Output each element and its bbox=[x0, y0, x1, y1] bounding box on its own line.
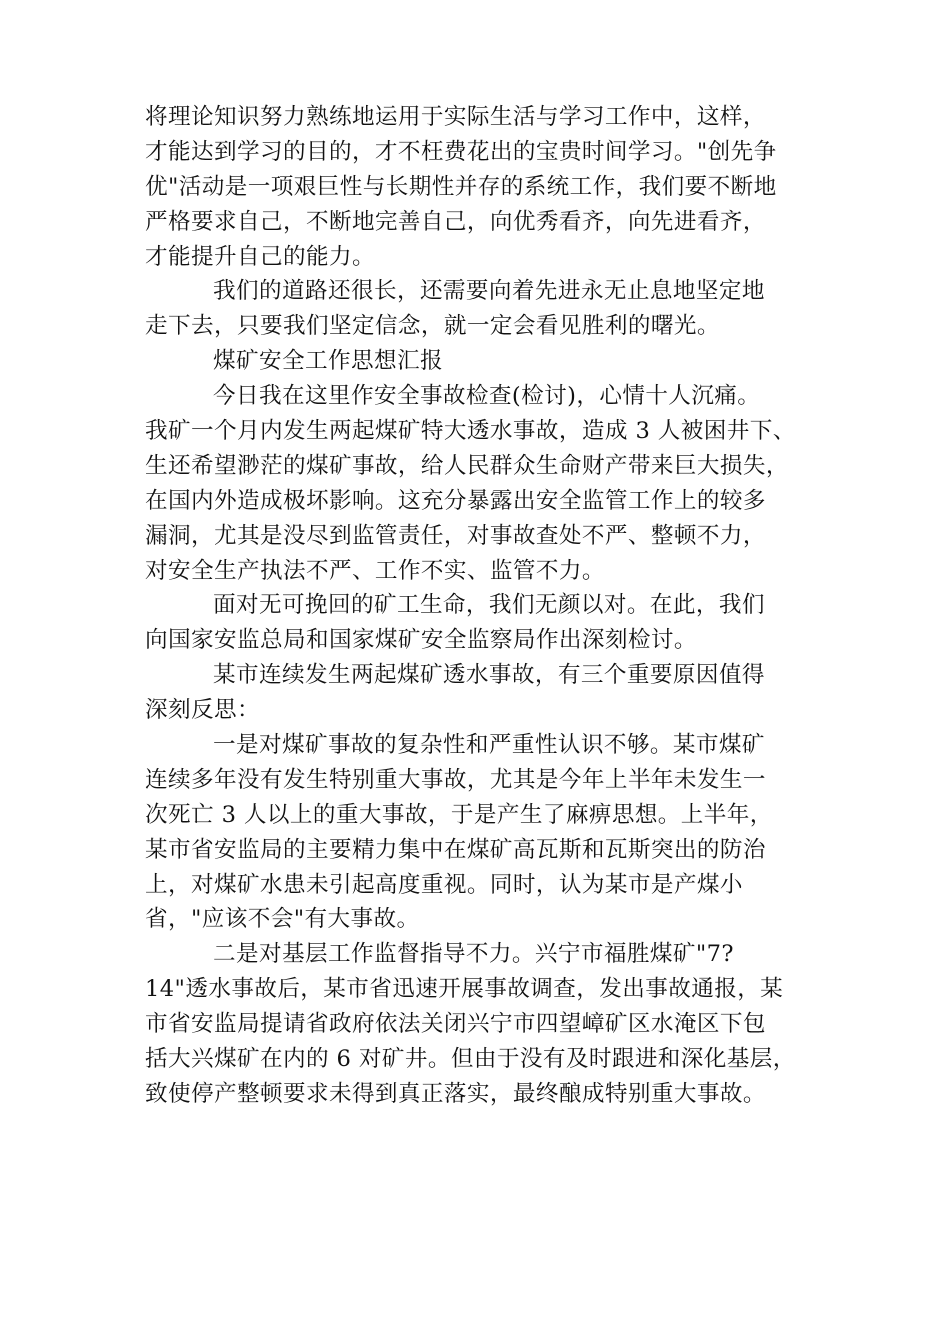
paragraph bbox=[145, 100, 810, 274]
text-line: 向国家安监总局和国家煤矿安全监察局作出深刻检讨。 bbox=[145, 627, 697, 654]
paragraph bbox=[145, 379, 810, 588]
text-line: 省，"应该不会"有大事故。 bbox=[145, 906, 420, 933]
text-line: 我矿一个月内发生两起煤矿特大透水事故，造成 3 人被困井下、 bbox=[145, 418, 796, 445]
text-line: 上，对煤矿水患未引起高度重视。同时，认为某市是产煤小 bbox=[145, 871, 743, 898]
document-page bbox=[145, 100, 810, 1112]
paragraph bbox=[145, 728, 810, 937]
text-line: 深刻反思： bbox=[145, 697, 260, 724]
text-line: 才能提升自己的能力。 bbox=[145, 243, 375, 270]
text-line: 某市省安监局的主要精力集中在煤矿高瓦斯和瓦斯突出的防治 bbox=[145, 836, 766, 863]
text-line: 在国内外造成极坏影响。这充分暴露出安全监管工作上的较多 bbox=[145, 487, 766, 514]
paragraph bbox=[145, 274, 810, 344]
text-line: 走下去，只要我们坚定信念，就一定会看见胜利的曙光。 bbox=[145, 313, 720, 340]
text-line: 优"活动是一项艰巨性与长期性并存的系统工作，我们要不断地 bbox=[145, 173, 777, 200]
text-line: 一是对煤矿事故的复杂性和严重性认识不够。某市煤矿 bbox=[213, 732, 765, 759]
text-line: 14"透水事故后，某市省迅速开展事故调查，发出事故通报，某 bbox=[145, 976, 784, 1003]
text-line: 将理论知识努力熟练地运用于实际生活与学习工作中，这样， bbox=[145, 104, 766, 130]
text-line: 面对无可挽回的矿工生命，我们无颜以对。在此，我们 bbox=[213, 592, 765, 619]
text-line: 才能达到学习的目的，才不枉费花出的宝贵时间学习。"创先争 bbox=[145, 138, 777, 165]
text-line: 漏洞，尤其是没尽到监管责任，对事故查处不严、整顿不力， bbox=[145, 522, 766, 549]
text-line: 二是对基层工作监督指导不力。兴宁市福胜煤矿"7? bbox=[213, 941, 734, 968]
text-line: 对安全生产执法不严、工作不实、监管不力。 bbox=[145, 557, 605, 584]
text-line: 连续多年没有发生特别重大事故，尤其是今年上半年未发生一 bbox=[145, 766, 766, 793]
text-line: 今日我在这里作安全事故检查(检讨)，心情十人沉痛。 bbox=[213, 383, 761, 410]
paragraph bbox=[145, 937, 810, 1111]
paragraph bbox=[145, 344, 810, 379]
paragraph bbox=[145, 588, 810, 658]
paragraph bbox=[145, 658, 810, 728]
text-line: 致使停产整顿要求未得到真正落实，最终酿成特别重大事故。 bbox=[145, 1080, 766, 1107]
text-line: 煤矿安全工作思想汇报 bbox=[213, 348, 443, 375]
text-line: 生还希望渺茫的煤矿事故，给人民群众生命财产带来巨大损失， bbox=[145, 452, 789, 479]
text-line: 次死亡 3 人以上的重大事故，于是产生了麻痹思想。上半年， bbox=[145, 801, 773, 828]
text-line: 某市连续发生两起煤矿透水事故，有三个重要原因值得 bbox=[213, 662, 765, 689]
text-line: 严格要求自己，不断地完善自己，向优秀看齐，向先进看齐， bbox=[145, 208, 766, 235]
text-line: 括大兴煤矿在内的 6 对矿井。但由于没有及时跟进和深化基层， bbox=[145, 1046, 796, 1073]
text-line: 我们的道路还很长，还需要向着先进永无止息地坚定地 bbox=[213, 278, 765, 305]
text-line: 市省安监局提请省政府依法关闭兴宁市四望嶂矿区水淹区下包 bbox=[145, 1011, 766, 1038]
